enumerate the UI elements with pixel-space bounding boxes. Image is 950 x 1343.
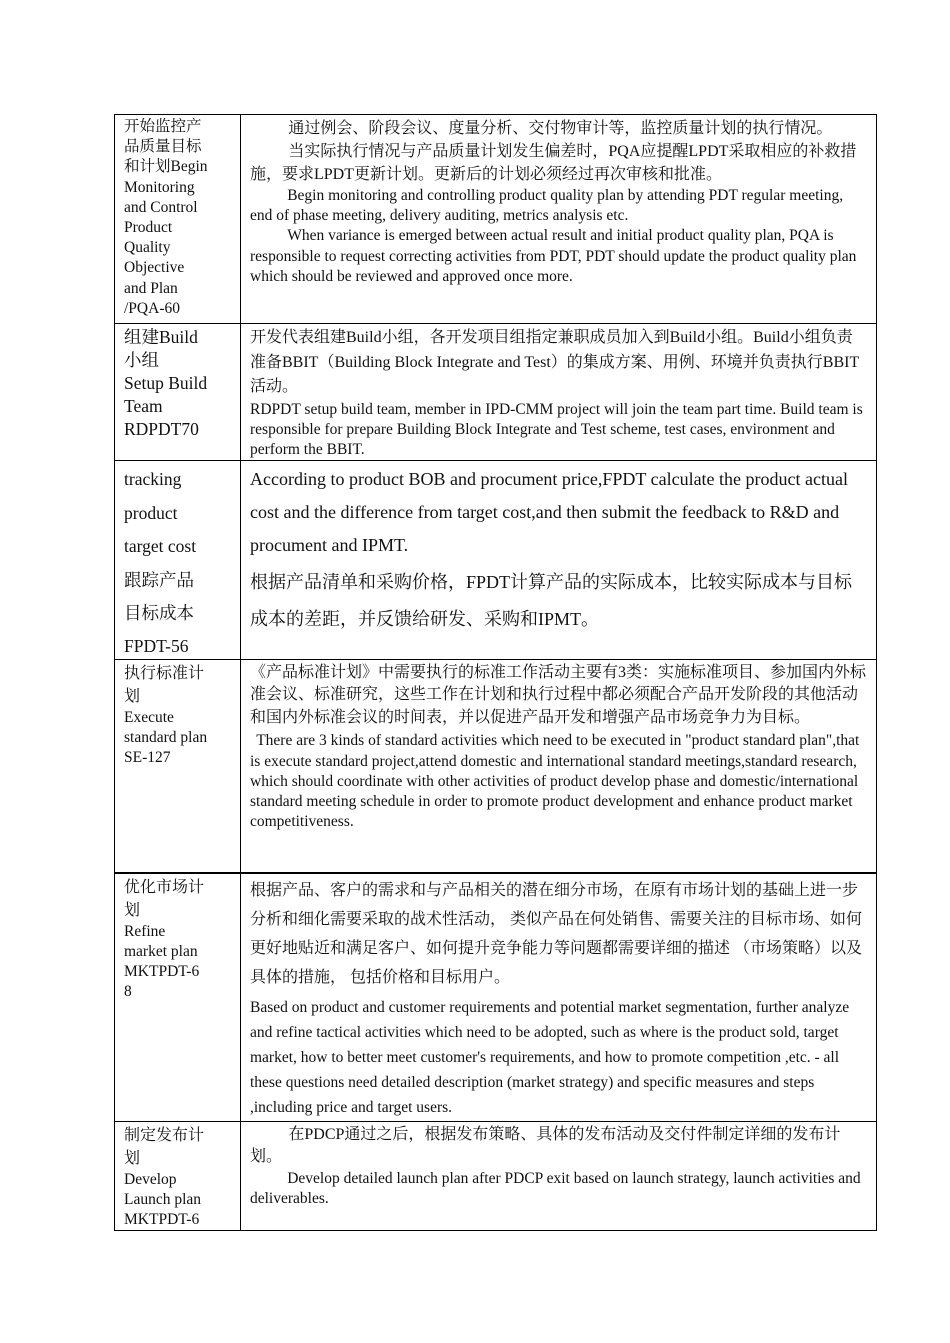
activity-name-line: Quality bbox=[124, 239, 171, 257]
description-paragraph-en: Develop detailed launch plan after PDCP exit based on launch strategy, launch activities and deliverables. bbox=[250, 1169, 861, 1208]
activity-description-cell bbox=[241, 873, 877, 1122]
activity-name-cell bbox=[115, 461, 241, 660]
activity-name-line: 划 bbox=[124, 1149, 141, 1167]
activity-name-cell bbox=[115, 324, 241, 461]
activity-name-line: Launch plan bbox=[124, 1190, 202, 1208]
activity-name-line: 制定发布计 bbox=[124, 1126, 205, 1144]
activity-description-cell bbox=[241, 324, 877, 461]
activity-name-line: /PQA-60 bbox=[124, 299, 180, 317]
activity-description-cell bbox=[241, 461, 877, 660]
activity-name-line: MKTPDT-6 bbox=[124, 1211, 200, 1229]
activity-name-line: Execute bbox=[124, 708, 174, 726]
activity-name-line: SE-127 bbox=[124, 749, 171, 767]
activity-name-line: Monitoring bbox=[124, 178, 195, 196]
activity-name-line: Setup Build bbox=[124, 373, 208, 393]
table-row bbox=[115, 461, 877, 660]
description-paragraph-zh: 根据产品清单和采购价格，FPDT计算产品的实际成本，比较实际成本与目标成本的差距，并反馈给研发、采购和IPMT。 bbox=[250, 572, 853, 630]
process-activity-table bbox=[114, 114, 877, 1231]
table-row bbox=[115, 659, 877, 873]
activity-name-line: 执行标准计 bbox=[124, 664, 205, 682]
activity-name-line: Objective bbox=[124, 259, 185, 277]
activity-name-line: target cost bbox=[124, 536, 197, 557]
description-paragraph-en: RDPDT setup build team, member in IPD-CMM project will join the team part time. Build team is responsible for prepare Building Block Integrate and Test scheme, test cases, environment and perform the BBIT. bbox=[250, 400, 863, 458]
activity-name-cell bbox=[115, 873, 241, 1122]
activity-name-cell bbox=[115, 115, 241, 324]
activity-name-line: standard plan bbox=[124, 728, 208, 746]
activity-name-line: Team bbox=[124, 396, 163, 416]
activity-name-line: Develop bbox=[124, 1170, 177, 1188]
activity-name-line: 和计划Begin bbox=[124, 158, 208, 176]
activity-name-line: 跟踪产品 bbox=[124, 569, 194, 590]
table-row bbox=[115, 873, 877, 1122]
activity-name-line: tracking bbox=[124, 469, 182, 490]
table-row bbox=[115, 324, 877, 461]
activity-name-line: 划 bbox=[124, 901, 141, 919]
activity-name-line: 目标成本 bbox=[124, 603, 194, 624]
activity-name-line: 8 bbox=[124, 983, 132, 1001]
activity-name-line: and Plan bbox=[124, 279, 178, 297]
activity-name-line: market plan bbox=[124, 942, 198, 960]
activity-name-line: 小组 bbox=[124, 350, 159, 370]
activity-name-line: 开始监控产 bbox=[124, 118, 202, 135]
description-paragraph-en: There are 3 kinds of standard activities which need to be executed in "product standard plan",that is execute standard project,attend domestic and international standard meetings,standard research, which should coordinate with other activities of product develop phase and domestic/international standard meeting schedule in order to promote product development and enhance product market competitiveness. bbox=[250, 732, 860, 831]
description-paragraph-zh: 根据产品、客户的需求和与产品相关的潜在细分市场，在原有市场计划的基础上进一步分析和细化需要采取的战术性活动， 类似产品在何处销售、需要关注的目标市场、如何更好地贴近和满足客户、如何提升竞争能力等问题都需要详细的描述 （市场策略）以及具体的措施， 包括价格和目标用户。 bbox=[250, 881, 863, 986]
activity-description-cell bbox=[241, 115, 877, 324]
description-paragraph-zh: 开发代表组建Build小组，各开发项目组指定兼职成员加入到Build小组。Build小组负责准备BBIT（Building Block Integrate and Test）的集成方案、用例、环境并负责执行BBIT活动。 bbox=[250, 329, 860, 395]
description-paragraph-zh: 《产品标准计划》中需要执行的标准工作活动主要有3类：实施标准项目、参加国内外标准会议、标准研究，这些工作在计划和执行过程中都必须配合产品开发阶段的其他活动和国内外标准会议的时间表，并以促进产品开发和增强产品市场竞争力为目标。 bbox=[250, 663, 867, 726]
activity-name-line: 优化市场计 bbox=[124, 878, 205, 896]
table-row bbox=[115, 115, 877, 324]
activity-name-line: RDPDT70 bbox=[124, 419, 199, 439]
activity-name-line: 划 bbox=[124, 687, 141, 705]
description-paragraph-zh: 在PDCP通过之后，根据发布策略、具体的发布活动及交付件制定详细的发布计划。 bbox=[250, 1125, 841, 1166]
activity-name-cell bbox=[115, 1121, 241, 1231]
activity-name-line: and Control bbox=[124, 198, 198, 216]
activity-description-cell bbox=[241, 1121, 877, 1231]
activity-name-line: 品质量目标 bbox=[124, 138, 202, 156]
description-paragraph-en: Begin monitoring and controlling product quality plan by attending PDT regular meeting, end of phase meeting, delivery auditing, metrics analysis etc. bbox=[250, 187, 844, 225]
activity-name-line: Refine bbox=[124, 922, 166, 940]
activity-name-line: product bbox=[124, 502, 178, 523]
description-paragraph-zh: 当实际执行情况与产品质量计划发生偏差时，PQA应提醒LPDT采取相应的补救措施，要求LPDT更新计划。更新后的计划必须经过再次审核和批准。 bbox=[250, 143, 857, 183]
activity-description-cell bbox=[241, 659, 877, 873]
activity-name-cell bbox=[115, 659, 241, 873]
activity-name-line: 组建Build bbox=[124, 327, 198, 347]
description-paragraph-en: Based on product and customer requirements and potential market segmentation, further analyze and refine tactical activities which need to be adopted, such as where is the product sold, target market, how to better meet customer's requirements, and how to promote competition ,etc. - all these questions need detailed description (market strategy) and specific measures and steps ,including price and target users. bbox=[250, 998, 850, 1117]
description-paragraph-en: According to product BOB and procument price,FPDT calculate the product actual cost and the difference from target cost,and then submit the feedback to R&D and procument and IPMT. bbox=[250, 469, 848, 556]
activity-name-line: MKTPDT-6 bbox=[124, 963, 200, 981]
table-row bbox=[115, 1121, 877, 1231]
description-paragraph-zh: 通过例会、阶段会议、度量分析、交付物审计等，监控质量计划的执行情况。 bbox=[288, 120, 833, 137]
activity-name-line: FPDT-56 bbox=[124, 635, 189, 656]
description-paragraph-en: When variance is emerged between actual result and initial product quality plan, PQA is responsible to request correcting activities from PDT, PDT should update the product quality plan which should be reviewed and approved once more. bbox=[250, 227, 857, 285]
activity-name-line: Product bbox=[124, 219, 173, 237]
